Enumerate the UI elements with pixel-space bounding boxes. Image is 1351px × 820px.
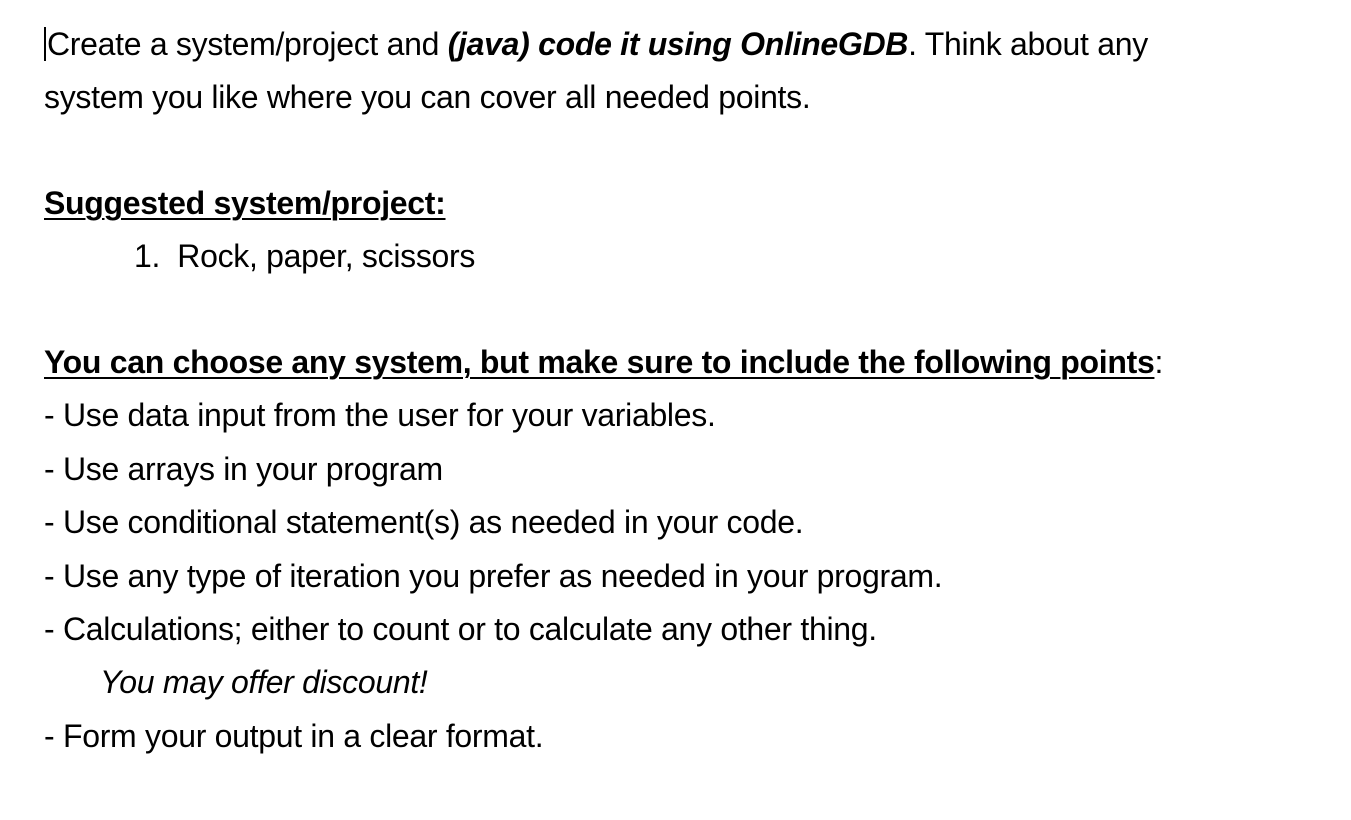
- requirement-point: - Use conditional statement(s) as needed in your code.: [44, 504, 804, 540]
- suggested-heading: Suggested system/project:: [44, 185, 446, 221]
- requirements-heading: [44, 342, 1163, 382]
- intro-line-1: [44, 24, 1148, 64]
- suggested-list-item: [134, 236, 475, 276]
- intro-line-2: system you like where you can cover all needed points.: [44, 79, 811, 115]
- text-cursor: [44, 27, 46, 61]
- list-number: 1.: [134, 238, 161, 274]
- requirements-heading-suffix: :: [1154, 344, 1164, 380]
- requirement-point: - Use any type of iteration you prefer as needed in your program.: [44, 558, 943, 594]
- requirement-point: - Calculations; either to count or to calculate any other thing.: [44, 611, 877, 647]
- requirements-heading-text: You can choose any system, but make sure to include the following points: [44, 344, 1155, 380]
- intro-text-start: Create a system/project and: [47, 26, 448, 62]
- list-item-text: Rock, paper, scissors: [177, 238, 476, 274]
- discount-note: You may offer discount!: [100, 664, 428, 700]
- requirement-point: - Use data input from the user for your variables.: [44, 397, 716, 433]
- requirement-point-last: - Form your output in a clear format.: [44, 718, 544, 754]
- requirement-point: - Use arrays in your program: [44, 451, 443, 487]
- intro-emphasis: (java) code it using OnlineGDB: [447, 26, 909, 62]
- intro-text-end: . Think about any: [908, 26, 1148, 62]
